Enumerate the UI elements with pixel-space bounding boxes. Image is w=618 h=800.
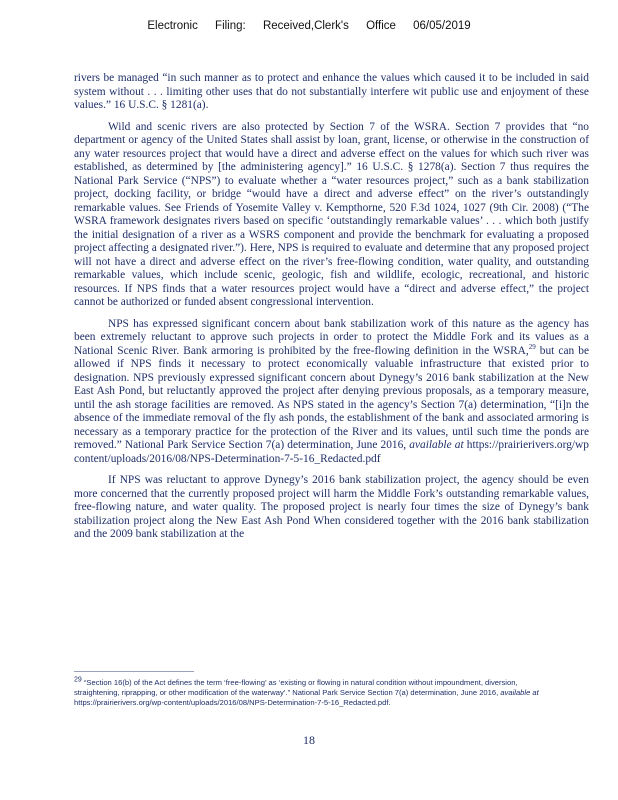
paragraph-3-url: https://prairierivers.org/wp content/uploads/2016/08/NPS-Determination-7-5-16_Redacted.pdf xyxy=(74,439,589,465)
header-word-electronic: Electronic xyxy=(147,20,198,32)
footnote-divider xyxy=(74,671,194,672)
footnote-29 xyxy=(74,678,544,708)
paragraph-3-part-a: NPS has expressed significant concern about bank stabilization work of this nature as the agency has been extremely reluctant to approve such projects in order to protect the Middle Fork and its values as a National Scenic River. Bank armoring is prohibited by the free-flowing definition in the WSRA, xyxy=(74,317,589,357)
available-at-italic: available at xyxy=(409,439,464,451)
footnote-number: 29 xyxy=(74,676,82,684)
paragraph-1: rivers be managed “in such manner as to protect and enhance the values which caused it to be included in said system without . . . limiting other uses that do not substantially interfere wit public use and enjoyment of these values.” 16 U.S.C. § 1281(a). xyxy=(74,72,589,111)
footnote-url: https://prairierivers.org/wp-content/uploads/2016/08/NPS-Determination-7-5-16_Redacted.pdf. xyxy=(74,698,391,707)
footnote-ref-29: 29 xyxy=(528,342,536,351)
paragraph-4: If NPS was reluctant to approve Dynegy’s 2016 bank stabilization project, the agency should be even more concerned that the currently proposed project will harm the Middle Fork’s outstanding remarkable values, free-flowing nature, and water quality. The proposed project is nearly four times the size of Dynegy’s bank stabilization project along the New East Ash Pond When considered together with the 2016 bank stabilization and the 2009 bank stabilization at the xyxy=(74,474,589,540)
page-number: 18 xyxy=(303,733,315,747)
document-body xyxy=(74,72,589,550)
header-date: 06/05/2019 xyxy=(413,20,471,32)
footnote-text: “Section 16(b) of the Act defines the term ‘free-flowing’ as ‘existing or flowing in natural condition without impoundment, diversion, straightening, riprapping, or other modification of the waterway’.” National Park Service Section 7(a) determination, June 2016, xyxy=(74,678,518,697)
header-word-received: Received,Clerk's xyxy=(262,20,349,32)
header-word-filing: Filing: xyxy=(215,20,246,32)
footnote-available-at: available at xyxy=(500,688,539,697)
filing-header xyxy=(0,20,618,32)
paragraph-3 xyxy=(74,318,589,467)
paragraph-3-part-b: but can be allowed if NPS finds it necessary to protect economically valuable infrastructure that existed prior to designation. NPS previously expressed significant concern about Dynegy’s 2016 bank stabilization at the New East Ash Pond, but reluctantly approved the project after denying previous proposals, as a temporary measure, until the ash storage facilities are removed. As NPS stated in the agency’s Section 7(a) determination, “[i]n the absence of the immediate removal of the fly ash ponds, the establishment of the bank and associated armoring is necessary as a temporary practice for the protection of the River and its values, until such time the ponds are removed.” National Park Service Section 7(a) determination, June 2016, xyxy=(74,344,589,451)
header-word-office: Office xyxy=(366,20,396,32)
paragraph-2: Wild and scenic rivers are also protected by Section 7 of the WSRA. Section 7 provides that “no department or agency of the United States shall assist by loan, grant, license, or otherwise in the construction of any water resources project that would have a direct and adverse effect on the values for which such river was established, as determined by [the administering agency].” 16 U.S.C. § 1278(a). Section 7 thus requires the National Park Service (“NPS”) to evaluate whether a “water resources project,” such as a bank stabilization project, docking facility, or bridge “would have a direct and adverse effect” on the river’s outstandingly remarkable values. See Friends of Yosemite Valley v. Kempthorne, 520 F.3d 1024, 1027 (9th Cir. 2008) (“The WSRA framework designates rivers based on specific ‘outstandingly remarkable values’ . . . which both justify the initial designation of a river as a WSRS component and provide the benchmark for evaluating a proposed project affecting a designated river.”). Here, NPS is required to evaluate and determine that any proposed project will not have a direct and adverse effect on the river’s free-flowing condition, water quality, and outstanding remarkable values, which include scenic, geologic, fish and wildlife, ecologic, recreational, and historic resources. If NPS finds that a water resources project would have a “direct and adverse effect,” the project cannot be authorized or funded absent congressional intervention. xyxy=(74,120,589,308)
